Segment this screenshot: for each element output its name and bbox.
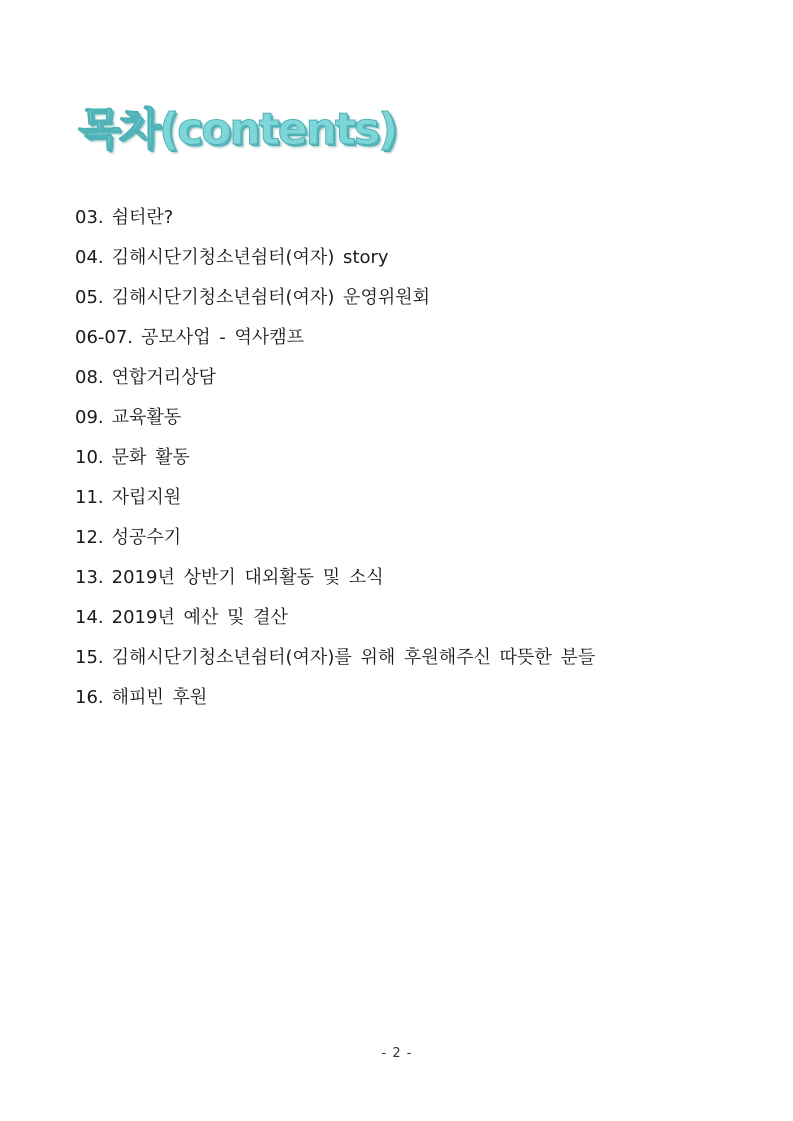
toc-item-number: 05. xyxy=(75,287,104,308)
toc-item-number: 16. xyxy=(75,687,104,708)
toc-item-number: 15. xyxy=(75,647,104,668)
toc-item xyxy=(75,202,595,242)
toc-item-label: 성공수기 xyxy=(111,527,182,548)
toc-item-label: 공모사업 - 역사캠프 xyxy=(141,327,305,348)
toc-item-number: 09. xyxy=(75,407,104,428)
toc-item-number: 14. xyxy=(75,607,104,628)
toc-item-label: 김해시단기청소년쉼터(여자) story xyxy=(111,247,389,268)
toc-item-label: 2019년 상반기 대외활동 및 소식 xyxy=(111,567,384,588)
toc-item xyxy=(75,402,595,442)
toc-item xyxy=(75,682,595,722)
toc-item-number: 10. xyxy=(75,447,104,468)
toc-item-number: 12. xyxy=(75,527,104,548)
toc-item xyxy=(75,482,595,522)
toc-item-label: 자립지원 xyxy=(111,487,182,508)
toc-item xyxy=(75,562,595,602)
toc-item xyxy=(75,242,595,282)
toc-item-label: 연합거리상담 xyxy=(111,367,216,388)
toc-item-number: 13. xyxy=(75,567,104,588)
toc-item-number: 04. xyxy=(75,247,104,268)
toc-item-label: 문화 활동 xyxy=(111,447,190,468)
toc-item-number: 03. xyxy=(75,207,104,228)
toc-item-label: 교육활동 xyxy=(111,407,182,428)
toc-item-label: 쉼터란? xyxy=(111,207,174,228)
toc-item xyxy=(75,322,595,362)
toc-item xyxy=(75,642,595,682)
toc-item-label: 해피빈 후원 xyxy=(111,687,208,708)
toc-item-number: 08. xyxy=(75,367,104,388)
table-of-contents xyxy=(75,202,595,722)
toc-item-label: 김해시단기청소년쉼터(여자) 운영위원회 xyxy=(111,287,431,308)
toc-item-number: 11. xyxy=(75,487,104,508)
toc-item xyxy=(75,522,595,562)
toc-item xyxy=(75,442,595,482)
toc-item-number: 06-07. xyxy=(75,327,134,348)
toc-item-label: 2019년 예산 및 결산 xyxy=(111,607,288,628)
toc-item xyxy=(75,362,595,402)
page-number: - 2 - xyxy=(381,1046,412,1061)
page-title: 목차(contents) xyxy=(78,104,397,155)
toc-item-label: 김해시단기청소년쉼터(여자)를 위해 후원해주신 따뜻한 분들 xyxy=(111,647,596,668)
toc-item xyxy=(75,602,595,642)
toc-item xyxy=(75,282,595,322)
